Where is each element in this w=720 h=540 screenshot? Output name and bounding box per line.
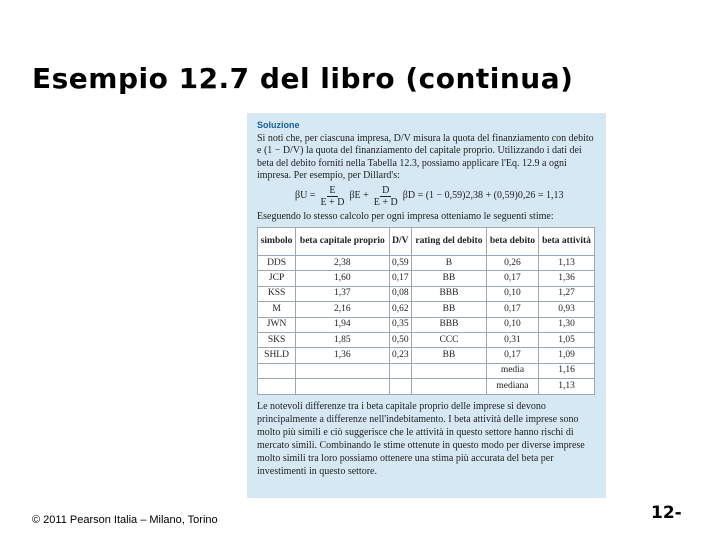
- empty-cell: [389, 379, 411, 394]
- empty-cell: [296, 379, 389, 394]
- table-row: [258, 286, 595, 301]
- table-cell: BB: [412, 348, 487, 363]
- conclusion-paragraph: Le notevoli differenze tra i beta capitale proprio delle imprese si devono principalmente a differenze nell'indebitamento. I beta attività delle imprese sono molto più simili e ciò suggerisce che le attività in questo settore hanno rischi di mercato simili. Combinando le stime ottenute in questo modo per diverse imprese molto simili tra loro possiamo ottenere una stima più accurata del beta per investimenti in questo settore.: [257, 400, 585, 477]
- table-cell: BB: [412, 271, 487, 286]
- table-cell: 0,35: [389, 317, 411, 332]
- table-cell: SKS: [258, 332, 296, 347]
- dillards-formula: [295, 185, 596, 208]
- table-cell: 0,17: [389, 271, 411, 286]
- solution-heading: Soluzione: [257, 120, 300, 130]
- table-row: [258, 271, 595, 286]
- table-cell: SHLD: [258, 348, 296, 363]
- table-cell: 1,13: [539, 256, 595, 271]
- summary-value: 1,13: [539, 379, 595, 394]
- table-cell: KSS: [258, 286, 296, 301]
- empty-cell: [258, 379, 296, 394]
- table-cell: BBB: [412, 286, 487, 301]
- table-cell: 1,60: [296, 271, 389, 286]
- col-header-equity-beta: beta capitale proprio: [296, 228, 389, 256]
- formula-fraction-debt: [372, 185, 400, 208]
- col-header-debt-beta: beta debito: [486, 228, 538, 256]
- col-header-dv: D/V: [389, 228, 411, 256]
- table-row: [258, 317, 595, 332]
- table-cell: 1,27: [539, 286, 595, 301]
- table-cell: 2,16: [296, 302, 389, 317]
- solution-paragraph: Si noti che, per ciascuna impresa, D/V misura la quota del finanziamento con debito e (1 − D/V) la quota del finanziamento del capitale proprio. Utilizzando i dati dei beta del debito forniti nella Tabella 12.3, possiamo applicare l'Eq. 12.9 a ogni impresa. Per esempio, per Dillard's:: [257, 132, 594, 181]
- table-cell: BB: [412, 302, 487, 317]
- formula-fraction-equity: [318, 185, 346, 208]
- summary-label: mediana: [486, 379, 538, 394]
- slide-title: Esempio 12.7 del libro (continua): [32, 62, 574, 95]
- table-cell: 0,50: [389, 332, 411, 347]
- table-row: [258, 348, 595, 363]
- table-cell: 1,30: [539, 317, 595, 332]
- fraction-numerator: E: [329, 184, 336, 196]
- table-cell: 0,62: [389, 302, 411, 317]
- copyright-footer: © 2011 Pearson Italia – Milano, Torino: [32, 514, 218, 526]
- col-header-asset-beta: beta attività: [539, 228, 595, 256]
- table-cell: 0,26: [486, 256, 538, 271]
- table-cell: B: [412, 256, 487, 271]
- fraction-denominator: E + D: [373, 196, 398, 208]
- table-cell: 0,17: [486, 348, 538, 363]
- table-cell: BBB: [412, 317, 487, 332]
- table-cell: CCC: [412, 332, 487, 347]
- table-intro: Eseguendo lo stesso calcolo per ogni impresa otteniamo le seguenti stime:: [257, 210, 554, 222]
- page-number: 12-: [651, 503, 682, 523]
- formula-middle: βE +: [349, 189, 369, 201]
- formula-result: βD = (1 − 0,59)2,38 + (0,59)0,26 = 1,13: [402, 189, 564, 201]
- summary-row: [258, 379, 595, 394]
- empty-cell: [412, 379, 487, 394]
- table-cell: 1,36: [296, 348, 389, 363]
- fraction-numerator: D: [382, 184, 390, 196]
- summary-value: 1,16: [539, 363, 595, 378]
- table-cell: 1,94: [296, 317, 389, 332]
- table-cell: 0,23: [389, 348, 411, 363]
- col-header-symbol: simbolo: [258, 228, 296, 256]
- table-cell: 1,37: [296, 286, 389, 301]
- summary-label: media: [486, 363, 538, 378]
- empty-cell: [296, 363, 389, 378]
- table-cell: M: [258, 302, 296, 317]
- table-cell: 1,05: [539, 332, 595, 347]
- table-cell: DDS: [258, 256, 296, 271]
- table-row: [258, 256, 595, 271]
- beta-table: [257, 227, 595, 395]
- fraction-denominator: E + D: [320, 196, 345, 208]
- summary-row: [258, 363, 595, 378]
- table-row: [258, 302, 595, 317]
- formula-lhs: βU =: [295, 189, 316, 201]
- table-cell: 0,59: [389, 256, 411, 271]
- table-cell: 0,17: [486, 271, 538, 286]
- table-cell: 0,93: [539, 302, 595, 317]
- empty-cell: [412, 363, 487, 378]
- table-header-row: [258, 228, 595, 256]
- table-cell: JCP: [258, 271, 296, 286]
- table-cell: 1,36: [539, 271, 595, 286]
- table-cell: 0,10: [486, 286, 538, 301]
- table-cell: 0,31: [486, 332, 538, 347]
- table-cell: 1,85: [296, 332, 389, 347]
- table-row: [258, 332, 595, 347]
- col-header-rating: rating del debito: [412, 228, 487, 256]
- table-cell: 0,08: [389, 286, 411, 301]
- empty-cell: [258, 363, 296, 378]
- table-cell: 0,17: [486, 302, 538, 317]
- empty-cell: [389, 363, 411, 378]
- table-cell: 1,09: [539, 348, 595, 363]
- table-cell: 2,38: [296, 256, 389, 271]
- table-body: [258, 256, 595, 395]
- table-cell: JWN: [258, 317, 296, 332]
- solution-box: [247, 113, 606, 498]
- table-cell: 0,10: [486, 317, 538, 332]
